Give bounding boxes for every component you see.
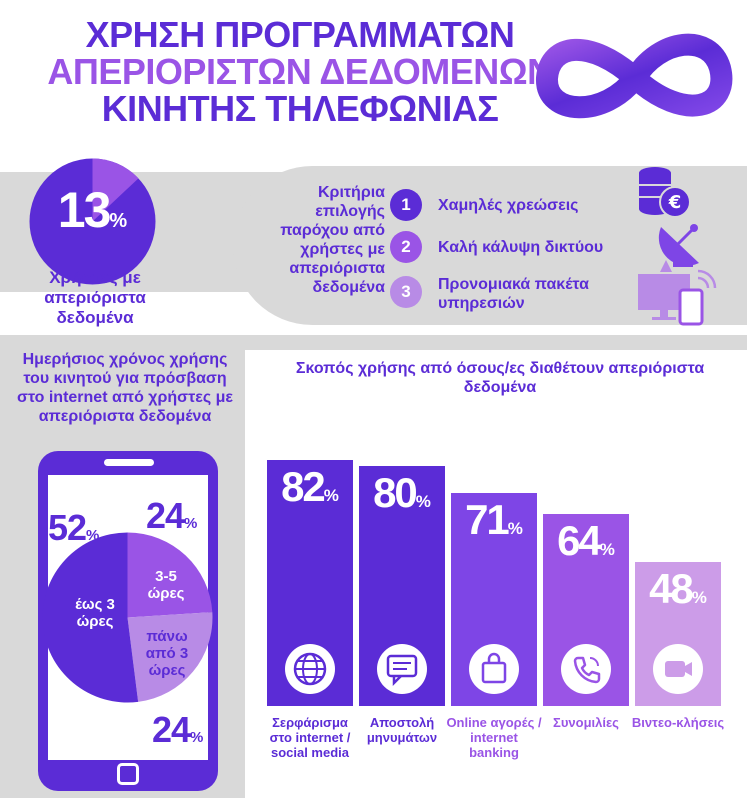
pie-value-3: 24% — [152, 709, 204, 750]
bar-category-label-4: Συνομιλίες — [553, 715, 619, 730]
pie-slice-label-1: έως 3 ώρες — [75, 596, 115, 630]
bar-1 — [267, 460, 353, 706]
bar-value-4: 64% — [557, 517, 615, 564]
phone-call-icon — [561, 644, 611, 694]
bar-category-label-1: Σερφάρισμα στο internet / social media — [269, 715, 351, 760]
criteria-number-1: 1 — [390, 189, 422, 221]
video-camera-icon — [653, 644, 703, 694]
criteria-number-3: 3 — [390, 276, 422, 308]
title-line-3: ΚΙΝΗΤΗΣ ΤΗΛΕΦΩΝΙΑΣ — [101, 88, 499, 129]
bar-value-2: 80% — [373, 469, 431, 516]
criteria-number-2: 2 — [390, 231, 422, 263]
bar-chart-title: Σκοπός χρήσης από όσους/ες διαθέτουν απεριόριστα δεδομένα — [295, 360, 705, 396]
bar-value-3: 71% — [465, 496, 523, 543]
bar-category-label-5: Βιντεο-κλήσεις — [631, 715, 725, 730]
pie-value-2: 24% — [146, 495, 198, 536]
criteria-title: Κριτήρια επιλογής παρόχου από χρήστες με απεριόριστα δεδομένα — [280, 184, 385, 296]
pie-slice-label-3: πάνω από 3 ώρες — [145, 628, 189, 679]
bar-4 — [543, 514, 629, 706]
bar-5 — [635, 562, 721, 706]
message-icon — [377, 644, 427, 694]
bar-value-1: 82% — [281, 463, 339, 510]
bar-3 — [451, 493, 537, 706]
bar-category-label-2: Αποστολή μηνυμάτων — [366, 715, 438, 745]
title-line-2: ΑΠΕΡΙΟΡΙΣΤΩΝ ΔΕΔΟΜΕΝΩΝ — [47, 51, 553, 92]
pie-value-1: 52% — [48, 507, 100, 548]
pie-slice-label-2: 3-5 ώρες — [147, 568, 185, 602]
svg-text:€: € — [668, 192, 682, 213]
users-stat-label: Χρήστες με απεριόριστα δεδομένα — [44, 268, 146, 327]
criteria-label-2: Καλή κάλυψη δικτύου — [438, 239, 604, 256]
pie-chart-title: Ημερήσιος χρόνος χρήσης του κινητού για πρόσβαση στο internet από χρήστες με απεριόριστα δεδομένα — [17, 351, 233, 425]
title-line-1: ΧΡΗΣΗ ΠΡΟΓΡΑΜΜΑΤΩΝ — [85, 14, 515, 55]
shopping-bag-icon — [469, 644, 519, 694]
bar-category-label-3: Online αγορές / internet banking — [446, 715, 542, 760]
bar-2 — [359, 466, 445, 706]
users-stat-value: 13% — [57, 182, 128, 238]
bar-value-5: 48% — [649, 565, 707, 612]
criteria-label-3: Προνομιακά πακέτα υπηρεσιών — [438, 276, 589, 312]
globe-icon — [285, 644, 335, 694]
criteria-label-1: Χαμηλές χρεώσεις — [438, 197, 579, 214]
